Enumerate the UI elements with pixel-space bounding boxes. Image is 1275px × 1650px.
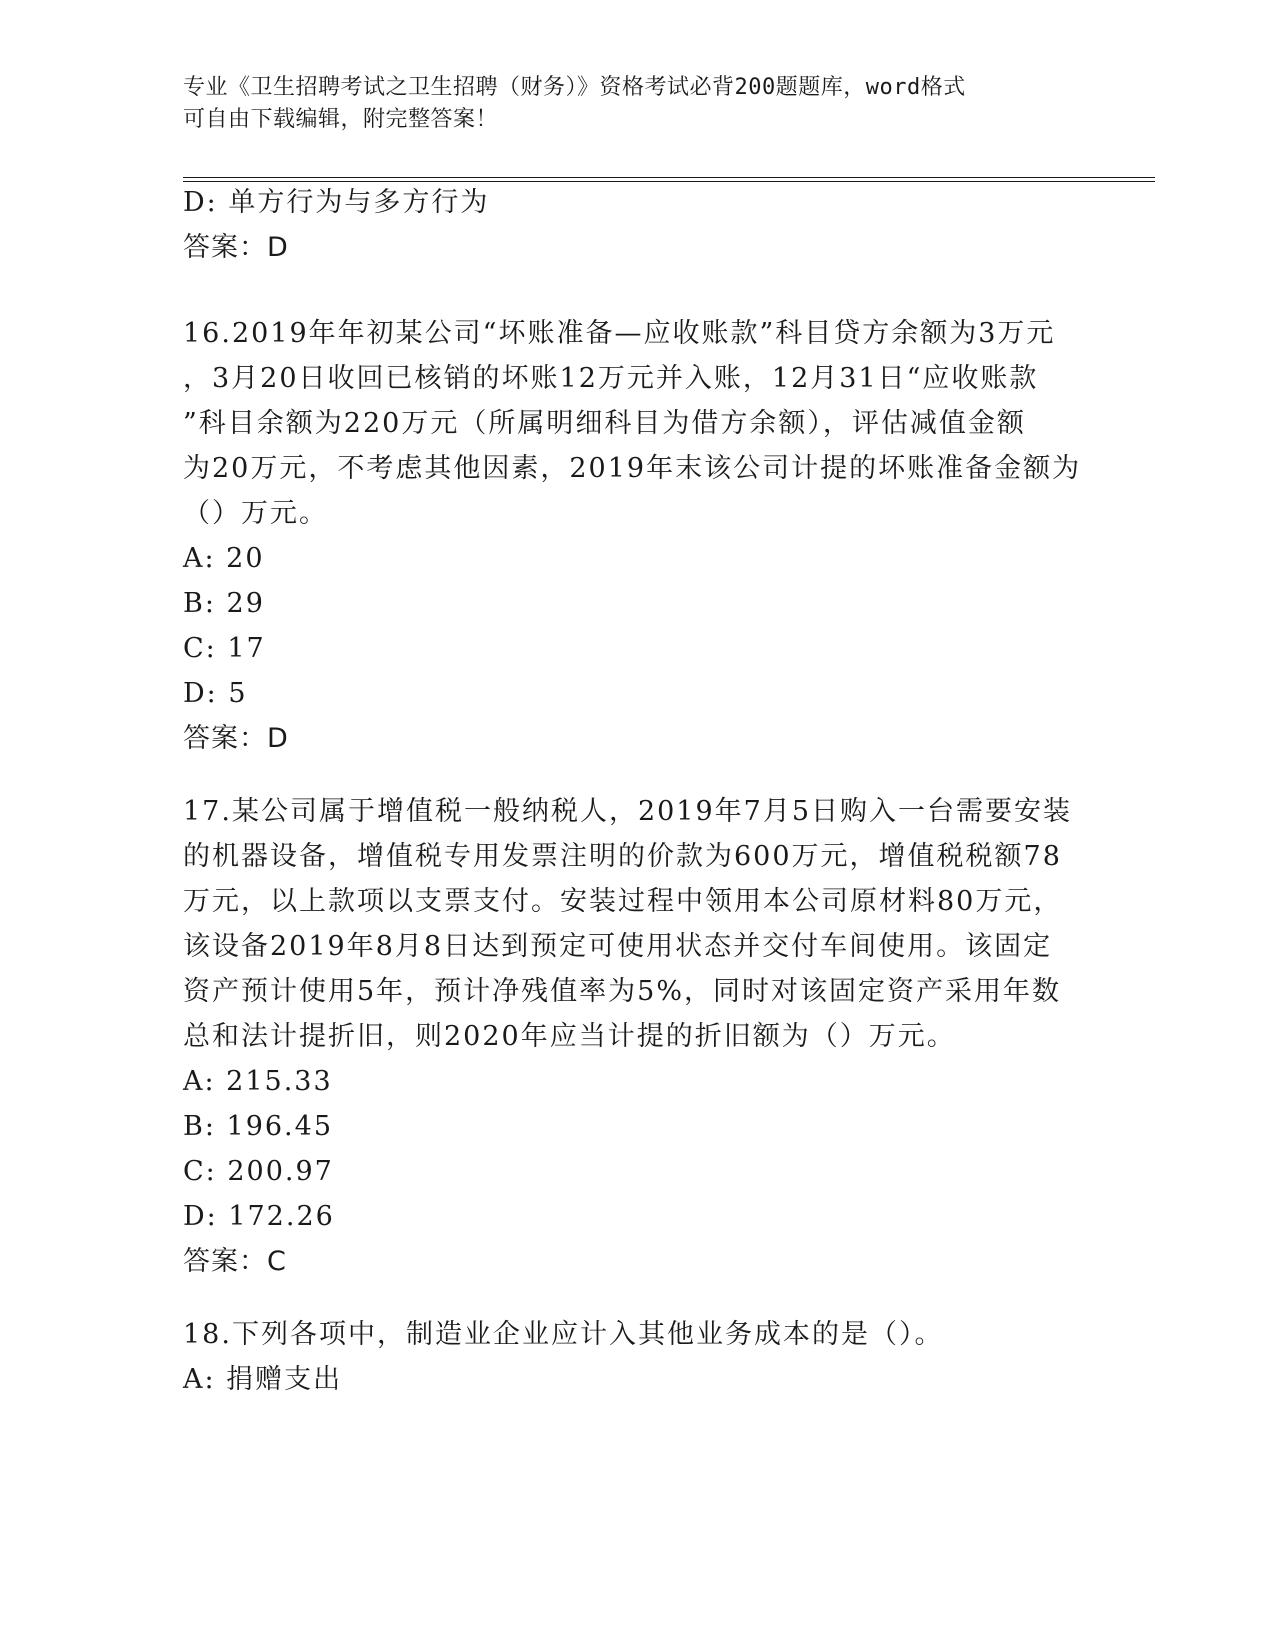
option-a: A: 20 <box>183 543 265 574</box>
question-text-line: 为20万元，不考虑其他因素，2019年末该公司计提的坏账准备金额为 <box>183 453 1082 484</box>
question-text-line: 17.某公司属于增值税一般纳税人，2019年7月5日购入一台需要安装 <box>183 796 1073 827</box>
document-header <box>183 72 1083 136</box>
option-b: B: 29 <box>183 588 265 619</box>
question-text-line: ，3月20日收回已核销的坏账12万元并入账，12月31日“应收账款 <box>183 363 1039 394</box>
option-a: A: 捐赠支出 <box>183 1364 343 1395</box>
option-d: D: 172.26 <box>183 1201 335 1232</box>
question-text-line: 的机器设备，增值税专用发票注明的价款为600万元，增值税税额78 <box>183 841 1062 872</box>
option-d: D: 5 <box>183 678 248 709</box>
option-c: C: 200.97 <box>183 1156 334 1187</box>
header-title-line-2: 可自由下载编辑，附完整答案！ <box>183 107 499 132</box>
answer-line: 答案：D <box>183 232 289 263</box>
question-text-line: 该设备2019年8月8日达到预定可使用状态并交付车间使用。该固定 <box>183 931 1053 962</box>
option-a: A: 215.33 <box>183 1066 333 1097</box>
prev-question-tail <box>183 180 1083 270</box>
answer-line: 答案：D <box>183 723 289 754</box>
answer-line: 答案：C <box>183 1246 287 1277</box>
question-text-line: 资产预计使用5年，预计净残值率为5%，同时对该固定资产采用年数 <box>183 976 1062 1007</box>
question-16 <box>183 311 1083 761</box>
question-text-line: 万元，以上款项以支票支付。安装过程中领用本公司原材料80万元， <box>183 886 1063 917</box>
question-17 <box>183 789 1083 1284</box>
question-18 <box>183 1312 1083 1402</box>
option-b: B: 196.45 <box>183 1111 333 1142</box>
question-text-line: ”科目余额为220万元（所属明细科目为借方余额），评估减值金额 <box>183 408 1026 439</box>
option-d: D: 单方行为与多方行为 <box>183 187 490 218</box>
header-divider-top <box>183 177 1155 178</box>
header-title-line-1: 专业《卫生招聘考试之卫生招聘（财务）》资格考试必背200题题库，word格式 <box>183 75 966 100</box>
question-text-line: 18.下列各项中，制造业企业应计入其他业务成本的是（）。 <box>183 1319 944 1350</box>
question-text-line: 总和法计提折旧，则2020年应当计提的折旧额为（）万元。 <box>183 1021 956 1052</box>
question-text-line: 16.2019年年初某公司“坏账准备—应收账款”科目贷方余额为3万元 <box>183 318 1056 349</box>
question-text-line: （）万元。 <box>183 498 328 529</box>
option-c: C: 17 <box>183 633 266 664</box>
